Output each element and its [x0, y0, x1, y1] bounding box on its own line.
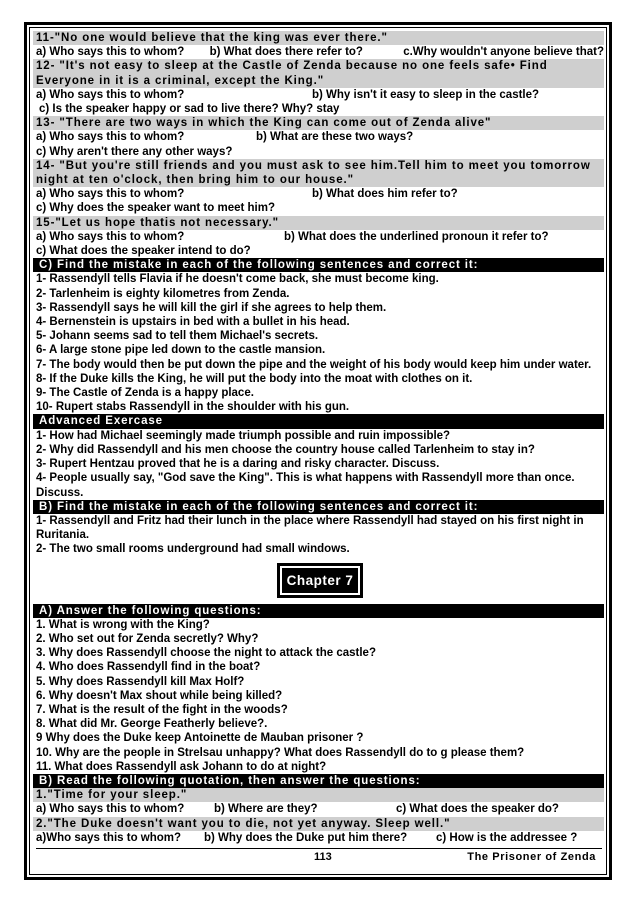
list-item: 7- The body would then be put down the pipe and the weight of his body would keep him under water.	[36, 358, 592, 371]
section-a-list	[36, 618, 604, 774]
section-b1-list	[36, 514, 604, 557]
q14-question-c: c) Why does the speaker want to meet him?	[36, 202, 275, 215]
list-item: 2. Who set out for Zenda secretly? Why?	[36, 632, 259, 645]
list-item: 4- People usually say, "God save the King". This is what happens with Rassendyll more than once. Discuss.	[36, 472, 575, 499]
chapter-title: Chapter 7	[277, 563, 364, 598]
section-a-header: A) Answer the following questions:	[33, 604, 604, 618]
list-item: 9- The Castle of Zenda is a happy place.	[36, 387, 254, 400]
book-title: The Prisoner of Zenda	[467, 851, 596, 863]
list-item: 6. Why doesn't Max shout while being killed?	[36, 689, 283, 702]
list-item: 10. Why are the people in Strelsau unhappy? What does Rassendyll do to g please them?	[36, 746, 525, 759]
section-c-list	[36, 272, 604, 414]
b2-q2-questions: a)Who says this to whom? b) Why does the Duke put him there? c) How is the addressee ?	[36, 831, 578, 844]
q11-questions: a) Who says this to whom? b) What does there refer to? c.Why wouldn't anyone believe that?	[36, 46, 604, 59]
list-item: 5. Why does Rassendyll kill Max Holf?	[36, 675, 245, 688]
q12-quote: 12- "It's not easy to sleep at the Castle of Zenda because no one feels safe• Find Everyone in it is a criminal, except the King."	[33, 59, 604, 87]
q12-questions: a) Who says this to whom? b) Why isn't it easy to sleep in the castle?	[36, 88, 540, 101]
page-footer	[36, 848, 602, 863]
list-item: 4. Who does Rassendyll find in the boat?	[36, 661, 261, 674]
worksheet-content	[36, 31, 604, 845]
q15-question-c: c) What does the speaker intend to do?	[36, 245, 251, 258]
section-c-header: C) Find the mistake in each of the following sentences and correct it:	[33, 258, 604, 272]
q15-quote: 15-"Let us hope thatis not necessary."	[33, 216, 604, 230]
section-b1-header: B) Find the mistake in each of the following sentences and correct it:	[33, 500, 604, 514]
list-item: 3- Rupert Hentzau proved that he is a daring and risky character. Discuss.	[36, 458, 440, 471]
b2-q1-quote: 1."Time for your sleep."	[33, 788, 604, 802]
advanced-header: Advanced Exercase	[33, 414, 604, 428]
list-item: 1- How had Michael seemingly made triumph possible and ruin impossible?	[36, 429, 451, 442]
q14-quote: 14- "But you're still friends and you must ask to see him.Tell him to meet you tomorrow night at ten o'clock, then bring him to our house."	[33, 159, 604, 187]
page-number: 113	[314, 851, 332, 863]
list-item: 3- Rassendyll says he will kill the girl if she agrees to help them.	[36, 301, 387, 314]
list-item: 7. What is the result of the fight in the woods?	[36, 703, 288, 716]
b2-q1-questions: a) Who says this to whom? b) Where are they? c) What does the speaker do?	[36, 803, 559, 816]
q12-question-c: c) Is the speaker happy or sad to live there? Why? stay	[39, 103, 340, 116]
list-item: 1. What is wrong with the King?	[36, 618, 210, 631]
list-item: 3. Why does Rassendyll choose the night to attack the castle?	[36, 647, 376, 660]
list-item: 2- Why did Rassendyll and his men choose the country house called Tarlenheim to stay in?	[36, 443, 535, 456]
list-item: 1- Rassendyll and Fritz had their lunch in the place where Rassendyll had stayed on his first night in Ruritania.	[36, 514, 584, 542]
list-item: 5- Johann seems sad to tell them Michael's secrets.	[36, 330, 319, 343]
advanced-list	[36, 429, 604, 500]
list-item: 8. What did Mr. George Featherly believe?.	[36, 718, 268, 731]
list-item: 8- If the Duke kills the King, he will put the body into the moat with clothes on it.	[36, 372, 473, 385]
list-item: 2- The two small rooms underground had small windows.	[36, 543, 350, 556]
list-item: 6- A large stone pipe led down to the castle mansion.	[36, 344, 326, 357]
q13-quote: 13- "There are two ways in which the King can come out of Zenda alive"	[33, 116, 604, 130]
section-b2-header: B) Read the following quotation, then answer the questions:	[33, 774, 604, 788]
list-item: 4- Bernenstein is upstairs in bed with a bullet in his head.	[36, 316, 350, 329]
b2-q2-quote: 2."The Duke doesn't want you to die, not yet anyway. Sleep well."	[33, 817, 604, 831]
q13-questions: a) Who says this to whom? b) What are these two ways?	[36, 131, 414, 144]
q14-questions: a) Who says this to whom? b) What does him refer to?	[36, 188, 458, 201]
q11-quote: 11-"No one would believe that the king was ever there."	[33, 31, 604, 45]
list-item: 11. What does Rassendyll ask Johann to do at night?	[36, 760, 327, 773]
chapter-title-wrapper	[36, 563, 604, 598]
list-item: 9 Why does the Duke keep Antoinette de Mauban prisoner ?	[36, 732, 364, 745]
list-item: 2- Tarlenheim is eighty kilometres from Zenda.	[36, 287, 290, 300]
list-item: 1- Rassendyll tells Flavia if he doesn't come back, she must become king.	[36, 273, 439, 286]
q15-questions: a) Who says this to whom? b) What does the underlined pronoun it refer to?	[36, 230, 549, 243]
q13-question-c: c) Why aren't there any other ways?	[36, 145, 233, 158]
list-item: 10- Rupert stabs Rassendyll in the shoulder with his gun.	[36, 401, 350, 414]
